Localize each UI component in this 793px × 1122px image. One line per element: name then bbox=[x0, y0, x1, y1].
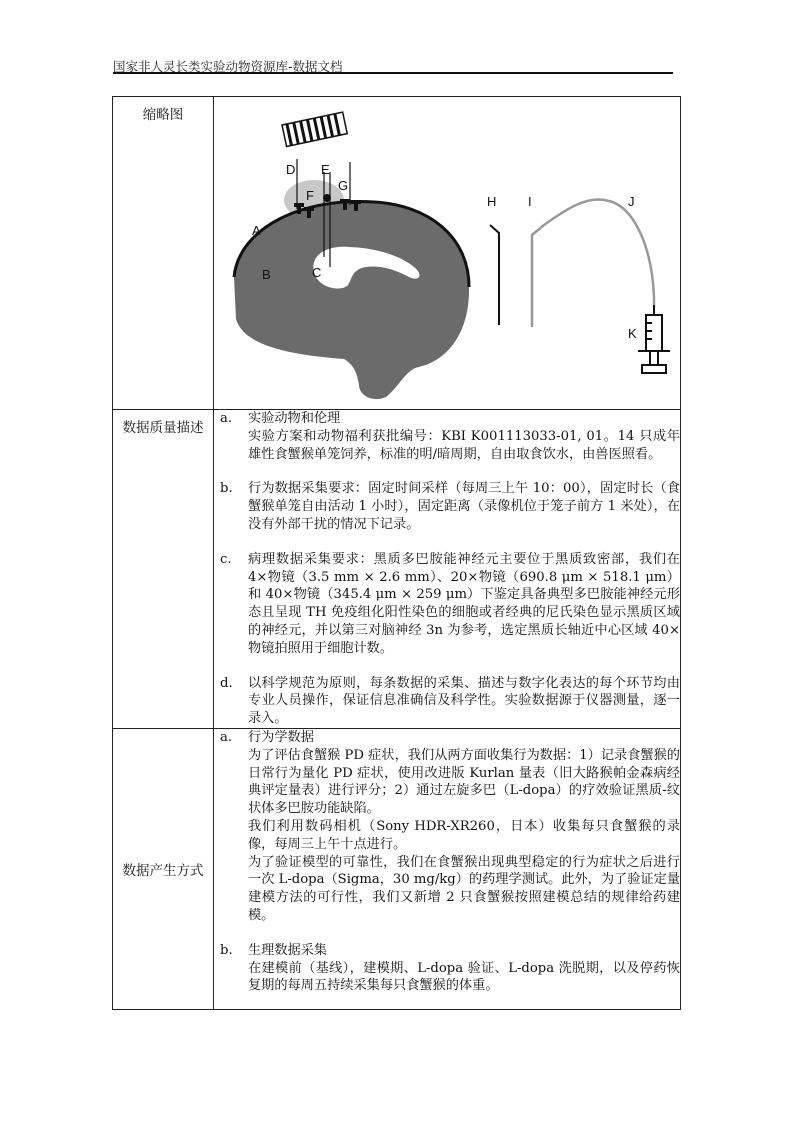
label-k: K bbox=[628, 326, 637, 341]
generation-content bbox=[214, 728, 681, 1009]
item-marker: b. bbox=[220, 481, 233, 497]
quality-item-d bbox=[214, 675, 680, 728]
item-text: 病理数据采集要求：黑质多巴胺能神经元主要位于黑质致密部，我们在 4×物镜（3.5 mm × 2.6 mm）、20×物镜（690.8 μm × 518.1 μm）和 40×物镜（345.4 μm × 259 μm）下鉴定具备典型多巴胺能神经元形态且呈现 TH 免疫组化阳性染色的细胞或者经典的尼氏染色显示黑质区域的神经元，并以第三对脑神经 3n 为参考，选定黑质长轴近中心区域 40×物镜拍照用于细胞计数。 bbox=[248, 551, 680, 656]
item-text: 以科学规范为原则，每条数据的采集、描述与数字化表达的每个环节均由专业人员操作，保证信息准确信及科学性。实验数据源于仪器测量，逐一录入。 bbox=[248, 675, 680, 727]
item-title: 行为学数据 bbox=[248, 729, 314, 745]
thumbnail-row bbox=[113, 97, 681, 410]
generation-label: 数据产生方式 bbox=[113, 728, 214, 1009]
item-marker: b. bbox=[220, 942, 233, 958]
page-header: 国家非人灵长类实验动物资源库-数据文档 bbox=[113, 59, 343, 74]
item-marker: d. bbox=[220, 675, 233, 691]
generation-item-b bbox=[214, 942, 680, 995]
generation-item-a bbox=[214, 729, 680, 925]
syringe-icon bbox=[638, 305, 670, 373]
brain-injection-diagram bbox=[214, 97, 680, 409]
item-paragraph: 为了验证模型的可靠性，我们在食蟹猴出现典型稳定的行为症状之后进行一次 L-dopa（Sigma，30 mg/kg）的药理学测试。此外，为了验证定量建模方法的可行性，我们又新增 2 只食蟹猴按照建模总结的规律给药建模。 bbox=[248, 854, 680, 923]
label-g: G bbox=[338, 178, 349, 193]
item-title: 实验动物和伦理 bbox=[248, 411, 341, 426]
electrode-holder bbox=[282, 112, 347, 146]
quality-label: 数据质量描述 bbox=[113, 410, 214, 729]
label-a: A bbox=[252, 223, 261, 238]
item-marker: a. bbox=[220, 729, 233, 745]
item-paragraph: 在建模前（基线），建模期、L-dopa 验证、L-dopa 洗脱期，以及停药恢复期的每周五持续采集每只食蟹猴的体重。 bbox=[248, 960, 680, 994]
label-d: D bbox=[286, 162, 296, 177]
label-i: I bbox=[528, 194, 532, 209]
quality-item-a bbox=[214, 410, 680, 463]
cannula-h bbox=[490, 225, 499, 325]
item-marker: c. bbox=[220, 551, 232, 567]
item-paragraph: 我们利用数码相机（Sony HDR-XR260，日本）收集每只食蟹猴的录像，每周三上午十点进行。 bbox=[248, 818, 680, 852]
data-table bbox=[112, 96, 681, 1010]
label-j: J bbox=[628, 194, 635, 209]
thumbnail-cell bbox=[214, 97, 681, 410]
item-paragraph: 为了评估食蟹猴 PD 症状，我们从两方面收集行为数据：1）记录食蟹猴的日常行为量化 PD 症状，使用改进版 Kurlan 量表（旧大路猴帕金森病经典评定量表）进行评分；2）通过左旋多巴（L-dopa）的疗效验证黑质-纹状体多巴胺功能缺陷。 bbox=[248, 747, 680, 817]
quality-content bbox=[214, 410, 681, 729]
label-h: H bbox=[487, 194, 497, 209]
header-rule bbox=[113, 72, 673, 74]
quality-row bbox=[113, 410, 681, 729]
label-e: E bbox=[321, 162, 330, 177]
item-marker: a. bbox=[220, 411, 233, 426]
label-f: F bbox=[306, 188, 314, 203]
item-title: 生理数据采集 bbox=[248, 942, 328, 958]
generation-row bbox=[113, 728, 681, 1009]
label-c: C bbox=[312, 265, 322, 280]
brain-shape bbox=[234, 201, 469, 399]
item-text: 实验方案和动物福利获批编号：KBI K001113033-01, 01。14 只成年雄性食蟹猴单笼饲养，标准的明/暗周期，自由取食饮水，由兽医照看。 bbox=[248, 428, 680, 462]
item-text: 行为数据采集要求：固定时间采样（每周三上午 10：00），固定时长（食蟹猴单笼自由活动 1 小时），固定距离（录像机位于笼子前方 1 米处），在没有外部干扰的情况下记录。 bbox=[248, 481, 680, 532]
label-b: B bbox=[262, 267, 271, 282]
tubing-ij bbox=[532, 199, 654, 327]
quality-item-c bbox=[214, 551, 680, 658]
thumbnail-label: 缩略图 bbox=[113, 97, 214, 410]
quality-item-b bbox=[214, 480, 680, 533]
